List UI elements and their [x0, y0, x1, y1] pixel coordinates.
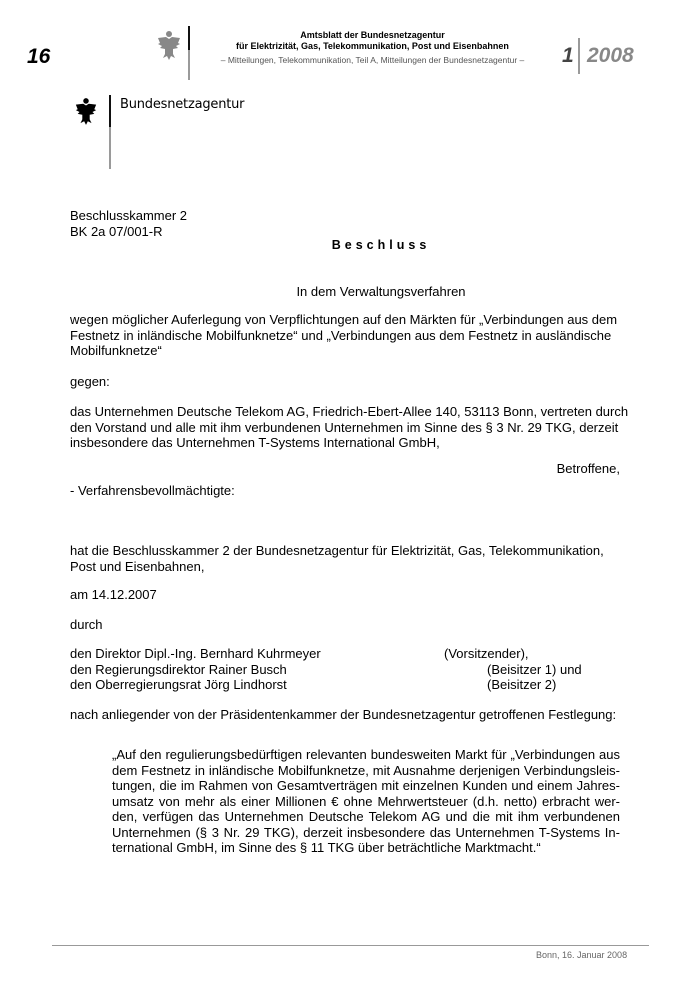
proceeding-line: In dem Verwaltungsverfahren — [296, 284, 466, 299]
decision-body-paragraph: hat die Beschlusskammer 2 der Bundesnetzagentur für Elektrizität, Gas, Telekommunikation, Post und Eisenbahnen, — [70, 543, 604, 574]
affected-label: Betroffene, — [556, 461, 620, 476]
member-name: den Oberregierungsrat Jörg Lindhorst — [70, 677, 287, 692]
logo-divider-dark — [109, 95, 111, 127]
member-role: (Beisitzer 1) und — [487, 661, 582, 677]
preamble-line: nach anliegender von der Präsidentenkammer der Bundesnetzagentur getroffenen Festlegung: — [70, 707, 617, 722]
page-number: 16 — [27, 45, 51, 68]
issue-year: 2008 — [587, 44, 634, 67]
decision-date: am 14.12.2007 — [70, 587, 157, 602]
party-paragraph: das Unternehmen Deutsche Telekom AG, Friedrich-Ebert-Allee 140, 53113 Bonn, vertreten durch den Vorstand und alle mit ihm verbundenen Unternehmen im Sinne des § 3 Nr. 29 TKG, derzeit insbesondere das Unternehmen T-Systems International GmbH, — [70, 404, 629, 450]
members-list — [70, 646, 630, 693]
issue-number: 1 — [562, 44, 574, 67]
document-title: Beschluss — [331, 238, 431, 252]
subject-paragraph: wegen möglicher Auferlegung von Verpflichtungen auf den Märkten für „Verbindungen aus dem Festnetz in inländische Mobilfunknetze“ und „Verbindungen aus dem Festnetz in ausländische Mobilfunknetze“ — [70, 312, 618, 358]
chamber-reference — [70, 208, 187, 239]
gazette-title: Amtsblatt der Bundesnetzagentur für Elektrizität, Gas, Telekommunikation, Post und Eisenbahnen — [236, 30, 509, 51]
logo-divider-gray — [109, 127, 111, 169]
gazette-subtitle: – Mitteilungen, Telekommunikation, Teil A, Mitteilungen der Bundesnetzagentur – — [220, 55, 525, 65]
member-name: den Regierungsdirektor Rainer Busch — [70, 661, 287, 677]
footer-place-date: Bonn, 16. Januar 2008 — [536, 950, 628, 960]
representatives-label: - Verfahrensbevollmächtigte: — [70, 483, 235, 498]
member-name: den Direktor Dipl.-Ing. Bernhard Kuhrmeyer — [70, 646, 321, 661]
bnetza-eagle-icon — [74, 97, 98, 127]
issue-divider — [578, 38, 580, 74]
file-reference: BK 2a 07/001-R — [70, 223, 163, 239]
footer-divider — [52, 945, 649, 946]
member-row — [70, 662, 630, 678]
member-row — [70, 646, 630, 662]
federal-eagle-icon — [156, 30, 182, 62]
member-role: (Beisitzer 2) — [487, 677, 557, 692]
header-divider-dark — [188, 26, 190, 50]
by-label: durch — [70, 617, 103, 632]
logo-text: Bundesnetzagentur — [120, 97, 245, 112]
header-divider-gray — [188, 50, 190, 80]
against-label: gegen: — [70, 374, 110, 389]
member-role: (Vorsitzender), — [444, 646, 529, 661]
determination-quote: „Auf den regulierungsbedürftigen relevanten bundesweiten Markt für „Verbindungen aus dem Festnetz in inländische Mobilfunknetze, mit Ausnahme derjenigen Verbindungsleistungen, die im Rahmen von Gesamtverträgen mit einzelnen Kunden und einem Jahresumsatz von mehr als einer Millionen € ohne Mehrwertsteuer (d.h. netto) erbracht werden, verfügen das Unternehmen Deutsche Telekom AG und die mit ihm verbundenen Unternehmen (§ 3 Nr. 29 TKG), derzeit insbesondere das Unternehmen T-Systems International GmbH, im Sinne des § 11 TKG über beträchtliche Marktmacht.“ — [112, 747, 620, 855]
chamber-name: Beschlusskammer 2 — [70, 208, 188, 223]
member-row — [70, 677, 630, 693]
